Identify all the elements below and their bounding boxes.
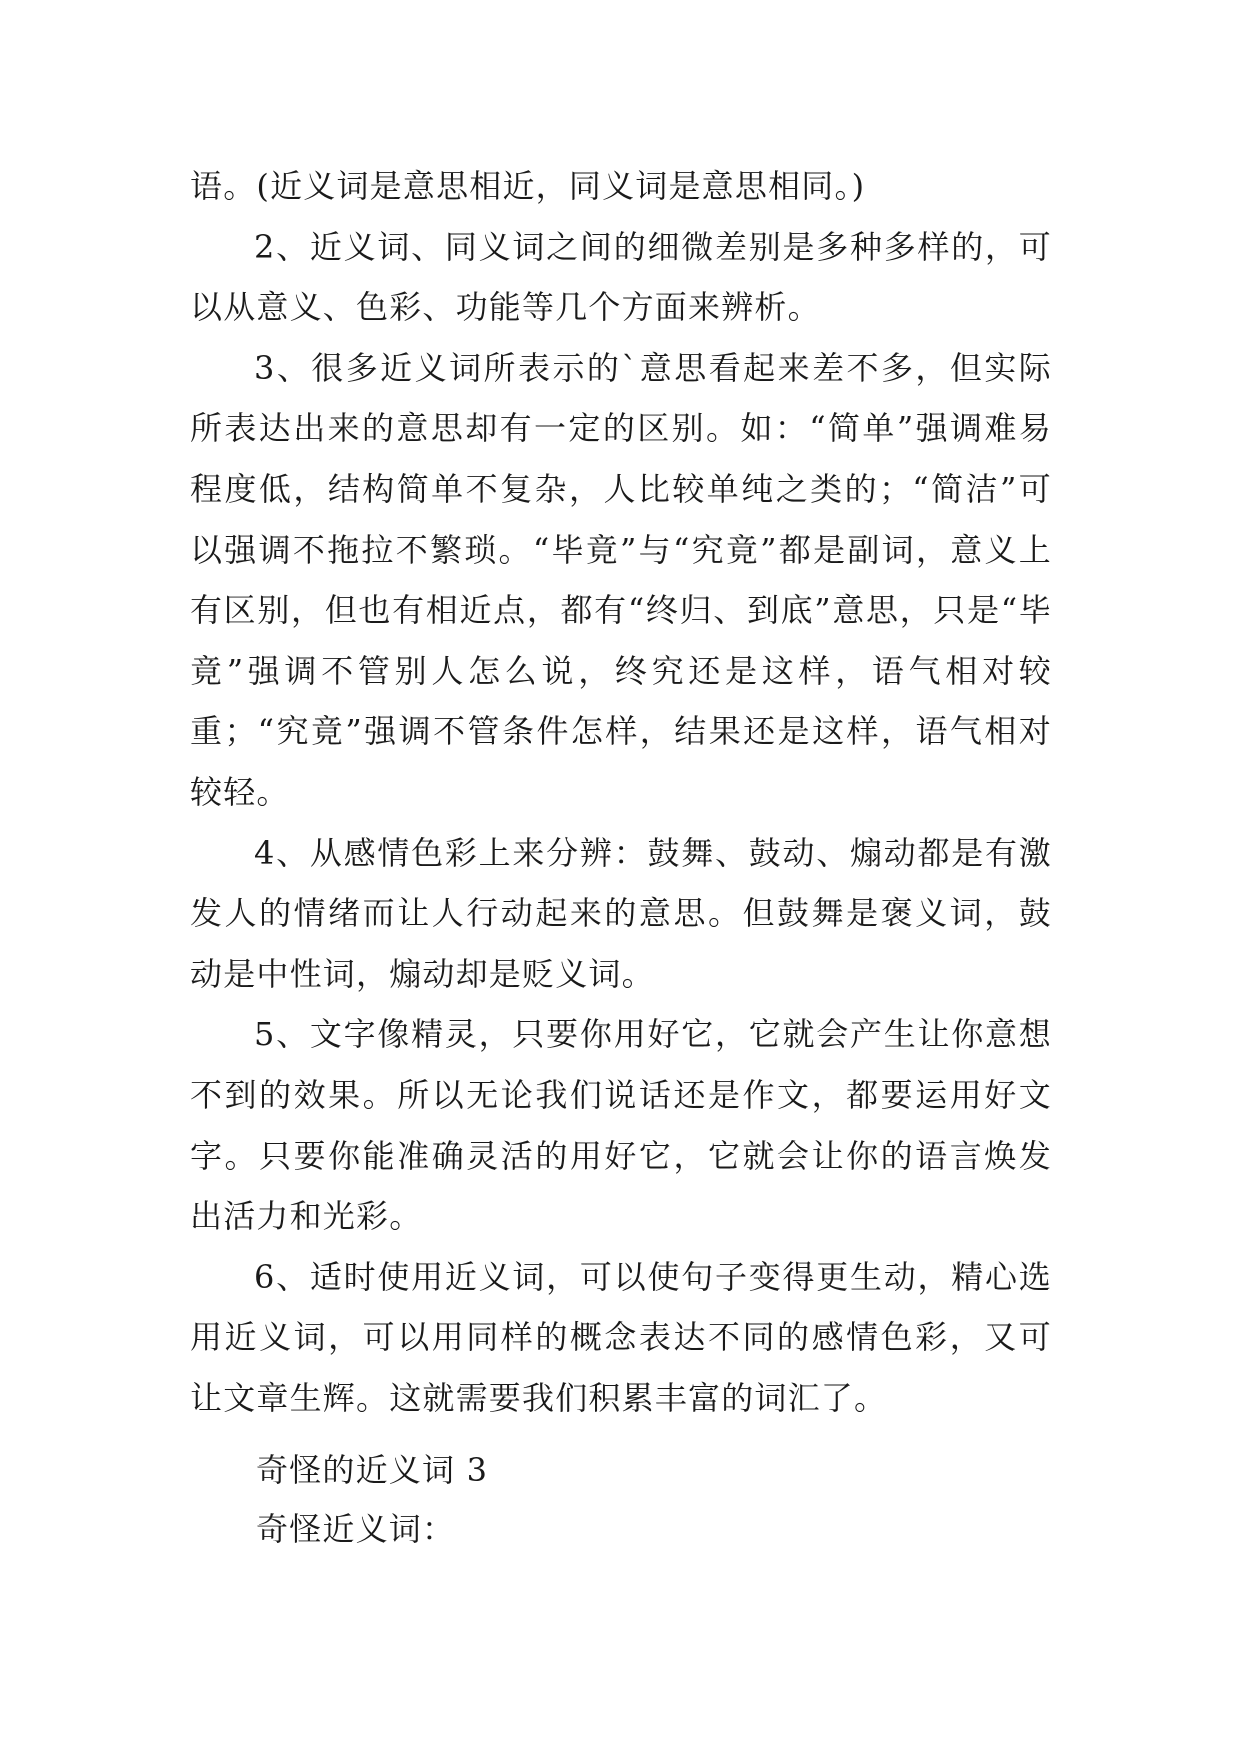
paragraph-5: 5、文字像精灵，只要你用好它，它就会产生让你意想不到的效果。所以无论我们说话还是作文，都要运用好文字。只要你能准确灵活的用好它，它就会让你的语言焕发出活力和光彩。 bbox=[190, 1015, 1052, 1236]
paragraph-2: 2、近义词、同义词之间的细微差别是多种多样的，可以从意义、色彩、功能等几个方面来辨析。 bbox=[190, 227, 1052, 327]
section-subtitle: 奇怪近义词： bbox=[256, 1510, 456, 1548]
paragraph-3: 3、很多近义词所表示的`意思看起来差不多，但实际所表达出来的意思却有一定的区别。如：“简单”强调难易程度低，结构简单不复杂，人比较单纯之类的；“简洁”可以强调不拖拉不繁琐。“毕竟”与“究竟”都是副词，意义上有区别，但也有相近点，都有“终归、到底”意思，只是“毕竟”强调不管别人怎么说，终究还是这样，语气相对较重；“究竟”强调不管条件怎样，结果还是这样，语气相对较轻。 bbox=[190, 348, 1052, 811]
section-block bbox=[256, 1441, 488, 1559]
section-title: 奇怪的近义词 3 bbox=[256, 1451, 489, 1489]
paragraph-6: 6、适时使用近义词，可以使句子变得更生动，精心选用近义词，可以用同样的概念表达不同的感情色彩，又可让文章生辉。这就需要我们积累丰富的词汇了。 bbox=[190, 1257, 1052, 1417]
body-text bbox=[190, 156, 1052, 1428]
paragraph-continuation: 语。(近义词是意思相近，同义词是意思相同。) bbox=[190, 167, 866, 205]
paragraph-4: 4、从感情色彩上来分辨：鼓舞、鼓动、煽动都是有激发人的情绪而让人行动起来的意思。但鼓舞是褒义词，鼓动是中性词，煽动却是贬义词。 bbox=[190, 833, 1052, 993]
